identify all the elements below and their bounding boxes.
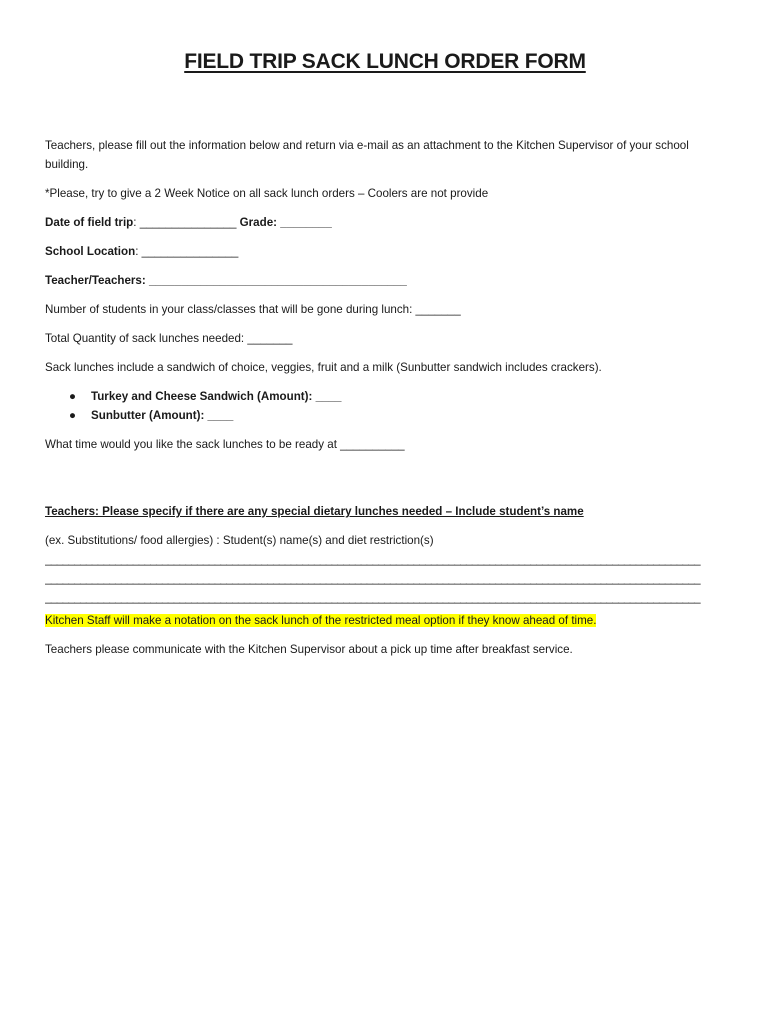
blank-line[interactable]: ________________________________________________________________________________________________________________ bbox=[45, 553, 700, 566]
date-label: Date of field trip bbox=[45, 216, 134, 229]
school-label: School Location bbox=[45, 245, 136, 258]
date-blank[interactable]: : _______________ bbox=[133, 216, 237, 229]
students-field[interactable]: Number of students in your class/classes that will be gone during lunch: _______ bbox=[45, 303, 461, 316]
school-line bbox=[45, 242, 730, 261]
pickup-note: Teachers please communicate with the Kitchen Supervisor about a pick up time after breakfast service. bbox=[45, 643, 573, 656]
quantity-field[interactable]: Total Quantity of sack lunches needed: _______ bbox=[45, 332, 293, 345]
option-turkey: Turkey and Cheese Sandwich (Amount): ____ bbox=[91, 390, 342, 403]
blank-line[interactable]: ________________________________________________________________________________________________________________ bbox=[45, 572, 700, 585]
ready-time-field[interactable]: What time would you like the sack lunches to be ready at __________ bbox=[45, 438, 405, 451]
form-body bbox=[45, 136, 730, 669]
date-grade-line bbox=[45, 213, 730, 232]
kitchen-note bbox=[45, 611, 730, 630]
intro-text: Teachers, please fill out the information below and return via e-mail as an attachment to the Kitchen Supervisor of your school building. bbox=[45, 139, 689, 171]
bullet-icon: ● bbox=[69, 409, 77, 422]
spacer bbox=[45, 464, 730, 502]
list-item[interactable] bbox=[69, 406, 730, 425]
list-item[interactable] bbox=[69, 387, 730, 406]
grade-field[interactable]: Grade: ________ bbox=[239, 216, 332, 229]
school-blank[interactable]: : _______________ bbox=[135, 245, 239, 258]
teacher-field[interactable]: Teacher/Teachers: ________________________________________ bbox=[45, 274, 407, 287]
dietary-example: (ex. Substitutions/ food allergies) : Student(s) name(s) and diet restriction(s) bbox=[45, 534, 434, 547]
dietary-heading: Teachers: Please specify if there are any special dietary lunches needed – Include student’s name bbox=[45, 505, 584, 518]
bullet-icon: ● bbox=[69, 390, 77, 403]
sack-info-text: Sack lunches include a sandwich of choice, veggies, fruit and a milk (Sunbutter sandwich includes crackers). bbox=[45, 361, 602, 374]
sandwich-options-list bbox=[45, 387, 730, 425]
dietary-blank-lines bbox=[45, 550, 730, 607]
blank-line[interactable]: ________________________________________________________________________________________________________________ bbox=[45, 591, 700, 604]
form-title: FIELD TRIP SACK LUNCH ORDER FORM bbox=[184, 50, 586, 73]
highlighted-kitchen-note: Kitchen Staff will make a notation on the sack lunch of the restricted meal option if they know ahead of time. bbox=[45, 614, 597, 627]
notice-text: *Please, try to give a 2 Week Notice on all sack lunch orders – Coolers are not provide bbox=[45, 187, 489, 200]
option-sunbutter: Sunbutter (Amount): ____ bbox=[91, 409, 234, 422]
